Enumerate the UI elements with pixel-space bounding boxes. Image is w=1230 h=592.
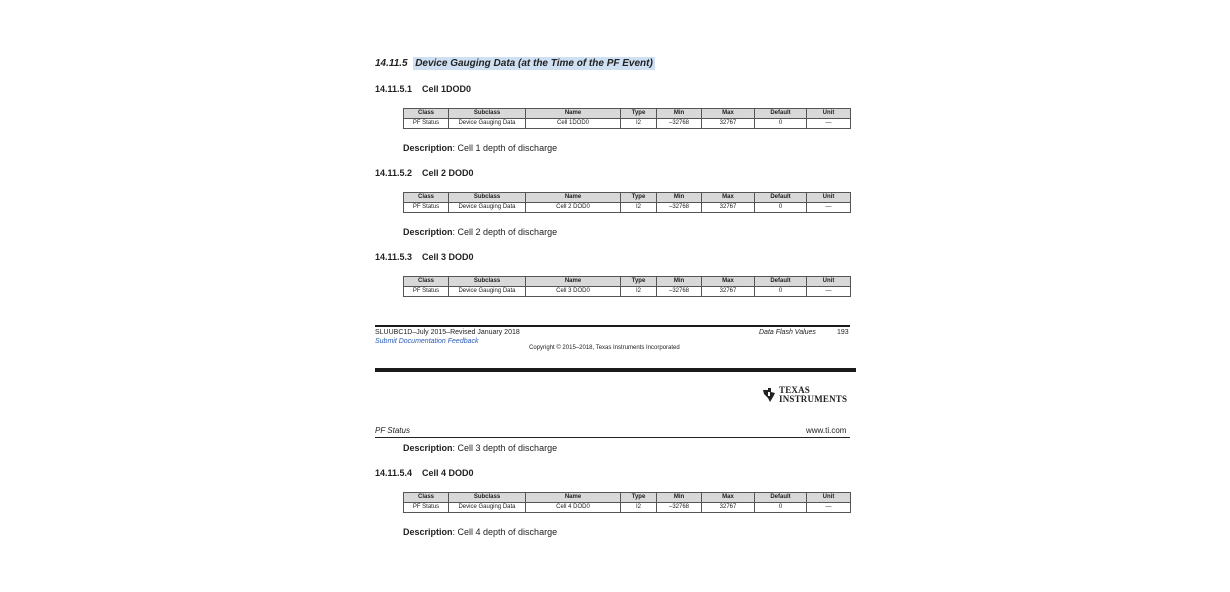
table-cell: PF Status xyxy=(404,503,449,513)
header-cell: Default xyxy=(755,493,807,503)
table-cell: I2 xyxy=(621,203,657,213)
table-cell: 32767 xyxy=(702,503,755,513)
table-cell: — xyxy=(807,287,851,297)
subsection-number: 14.11.5.3 xyxy=(375,252,413,262)
register-table-2 xyxy=(403,192,851,213)
footer-rule xyxy=(375,325,850,327)
logo-line-2: INSTRUMENTS xyxy=(779,394,848,404)
header-cell: Unit xyxy=(807,277,851,287)
header-cell: Unit xyxy=(807,109,851,119)
table-row xyxy=(404,287,851,297)
feedback-link[interactable]: Submit Documentation Feedback xyxy=(375,338,479,345)
footer-doc-id: SLUUBC1D–July 2015–Revised January 2018 xyxy=(375,329,520,336)
description-4 xyxy=(403,527,557,537)
table-cell: PF Status xyxy=(404,203,449,213)
description-text: : Cell 4 depth of discharge xyxy=(452,527,558,537)
subsection-number: 14.11.5.1 xyxy=(375,84,413,94)
header-cell: Unit xyxy=(807,193,851,203)
header-cell: Subclass xyxy=(449,277,526,287)
header-cell: Default xyxy=(755,277,807,287)
header-cell: Unit xyxy=(807,493,851,503)
description-text: : Cell 3 depth of discharge xyxy=(452,443,558,453)
table-row xyxy=(404,203,851,213)
footer-section-name: Data Flash Values xyxy=(759,329,816,336)
description-2 xyxy=(403,227,557,237)
subsection-heading-3 xyxy=(375,252,474,262)
header-cell: Max xyxy=(702,277,755,287)
table-cell: 32767 xyxy=(702,287,755,297)
table-header-row xyxy=(404,493,851,503)
subsection-title: Cell 4 DOD0 xyxy=(422,468,474,478)
header-cell: Max xyxy=(702,109,755,119)
section-heading xyxy=(375,58,655,69)
header-cell: Min xyxy=(657,193,702,203)
description-label: Description xyxy=(403,227,453,237)
table-cell: — xyxy=(807,503,851,513)
subsection-heading-1 xyxy=(375,84,471,94)
register-table-3 xyxy=(403,276,851,297)
table-cell: –32768 xyxy=(657,119,702,129)
header-cell: Min xyxy=(657,109,702,119)
table-cell: PF Status xyxy=(404,119,449,129)
table-cell: Device Gauging Data xyxy=(449,119,526,129)
header-cell: Type xyxy=(621,493,657,503)
subsection-number: 14.11.5.4 xyxy=(375,468,413,478)
table-cell: Cell 4 DOD0 xyxy=(526,503,621,513)
subsection-title: Cell 1DOD0 xyxy=(422,84,472,94)
header-cell: Class xyxy=(404,493,449,503)
ti-logo-icon xyxy=(762,387,776,403)
table-cell: Cell 3 DOD0 xyxy=(526,287,621,297)
header-cell: Subclass xyxy=(449,109,526,119)
table-row xyxy=(404,503,851,513)
table-cell: Device Gauging Data xyxy=(449,287,526,297)
header-rule xyxy=(375,437,850,438)
table-cell: –32768 xyxy=(657,503,702,513)
table-cell: 32767 xyxy=(702,119,755,129)
register-table-1 xyxy=(403,108,851,129)
table-cell: 0 xyxy=(755,119,807,129)
header-cell: Min xyxy=(657,493,702,503)
running-header-left: PF Status xyxy=(375,426,410,435)
section-number: 14.11.5 xyxy=(375,58,408,69)
subsection-title: Cell 2 DOD0 xyxy=(422,168,474,178)
description-label: Description xyxy=(403,527,453,537)
table-row xyxy=(404,119,851,129)
description-text: : Cell 1 depth of discharge xyxy=(452,143,558,153)
table-header-row xyxy=(404,109,851,119)
description-3 xyxy=(403,443,557,453)
running-header-right[interactable]: www.ti.com xyxy=(806,426,847,435)
description-text: : Cell 2 depth of discharge xyxy=(452,227,558,237)
section-title-highlighted: Device Gauging Data (at the Time of the PF Event) xyxy=(415,58,653,69)
table-cell: Cell 1DOD0 xyxy=(526,119,621,129)
header-cell: Max xyxy=(702,193,755,203)
header-cell: Name xyxy=(526,193,621,203)
table-cell: I2 xyxy=(621,119,657,129)
header-cell: Class xyxy=(404,277,449,287)
table-cell: I2 xyxy=(621,503,657,513)
subsection-title: Cell 3 DOD0 xyxy=(422,252,474,262)
table-cell: Device Gauging Data xyxy=(449,503,526,513)
header-cell: Type xyxy=(621,193,657,203)
header-cell: Class xyxy=(404,193,449,203)
description-label: Description xyxy=(403,443,453,453)
header-cell: Name xyxy=(526,493,621,503)
ti-logo xyxy=(762,386,847,404)
table-cell: — xyxy=(807,119,851,129)
header-cell: Name xyxy=(526,277,621,287)
table-cell: –32768 xyxy=(657,287,702,297)
header-cell: Min xyxy=(657,277,702,287)
table-cell: 0 xyxy=(755,503,807,513)
table-cell: — xyxy=(807,203,851,213)
page-number: 193 xyxy=(837,329,849,336)
header-cell: Type xyxy=(621,277,657,287)
description-label: Description xyxy=(403,143,453,153)
table-header-row xyxy=(404,193,851,203)
register-table-4 xyxy=(403,492,851,513)
header-cell: Class xyxy=(404,109,449,119)
description-1 xyxy=(403,143,557,153)
table-cell: PF Status xyxy=(404,287,449,297)
table-cell: –32768 xyxy=(657,203,702,213)
page-break-bar xyxy=(375,368,856,372)
table-cell: I2 xyxy=(621,287,657,297)
header-cell: Max xyxy=(702,493,755,503)
table-header-row xyxy=(404,277,851,287)
table-cell: 0 xyxy=(755,287,807,297)
table-cell: Device Gauging Data xyxy=(449,203,526,213)
header-cell: Default xyxy=(755,109,807,119)
copyright: Copyright © 2015–2018, Texas Instruments Incorporated xyxy=(529,345,680,351)
subsection-heading-2 xyxy=(375,168,474,178)
subsection-number: 14.11.5.2 xyxy=(375,168,413,178)
logo-line-1: TEXAS xyxy=(779,385,811,395)
header-cell: Subclass xyxy=(449,193,526,203)
table-cell: Cell 2 DOD0 xyxy=(526,203,621,213)
header-cell: Default xyxy=(755,193,807,203)
header-cell: Name xyxy=(526,109,621,119)
table-cell: 32767 xyxy=(702,203,755,213)
header-cell: Type xyxy=(621,109,657,119)
subsection-heading-4 xyxy=(375,468,474,478)
table-cell: 0 xyxy=(755,203,807,213)
header-cell: Subclass xyxy=(449,493,526,503)
